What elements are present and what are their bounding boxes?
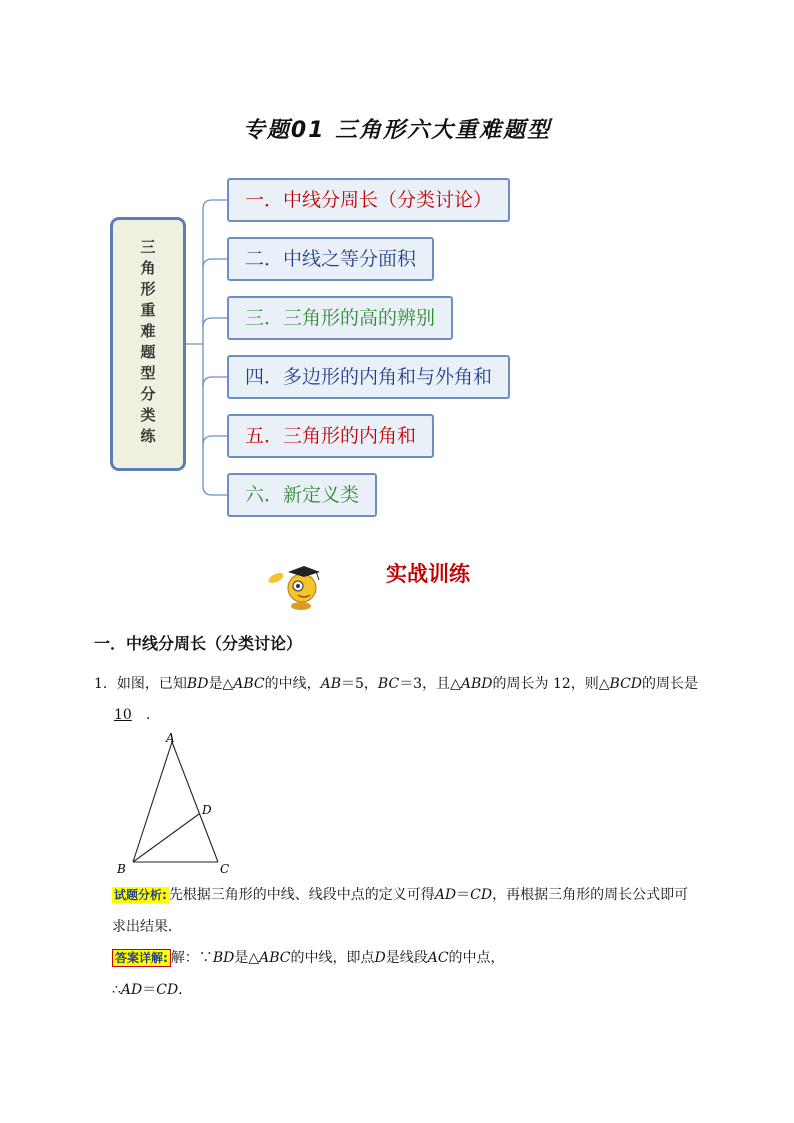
answer-line	[112, 705, 160, 725]
solution-end: ．	[178, 982, 193, 998]
solution-text: 是线段	[385, 950, 428, 966]
page-title: 专题01 三角形六大重难题型	[242, 118, 552, 143]
math-triangle: BCD	[609, 676, 643, 692]
section-heading: 实战训练	[386, 562, 470, 586]
section-1-heading: 一．中线分周长（分类讨论）	[94, 634, 303, 653]
math-equals: ＝	[456, 887, 471, 903]
mind-map-root	[110, 217, 186, 471]
analysis-text: ，再根据三角形的周长公式即可	[492, 887, 689, 903]
branch-2: 二．中线之等分面积	[227, 237, 434, 281]
solution-text: 解：∵	[170, 950, 213, 966]
math-segment: AB	[320, 676, 341, 692]
math-equals: ＝	[142, 982, 157, 998]
question-number: 1．	[94, 676, 117, 692]
math-triangle: ABD	[460, 676, 493, 692]
analysis-tag: 试题分析:	[114, 888, 167, 902]
math-point: D	[374, 950, 386, 966]
mascot-icon	[264, 558, 334, 613]
math-triangle: ABC	[259, 950, 291, 966]
analysis-line-1	[112, 885, 688, 905]
math-segment: AD	[434, 887, 457, 903]
solution-text: 是△	[234, 950, 260, 966]
question-text: 如图，已知	[116, 676, 187, 692]
math-segment: CD	[470, 887, 493, 903]
edge-ab	[133, 742, 172, 862]
label-b: B	[117, 862, 126, 876]
label-d: D	[202, 803, 212, 817]
answer-end: ．	[146, 707, 160, 723]
question-text: 的周长为 12，则△	[492, 676, 610, 692]
branch-5: 五．三角形的内角和	[227, 414, 434, 458]
math-triangle: ABC	[233, 676, 265, 692]
mind-map-root-label: 三角形重难题型分类练	[138, 239, 157, 449]
edge-ac	[172, 742, 218, 862]
solution-text: 的中线，即点	[290, 950, 375, 966]
math-segment: BD	[186, 676, 209, 692]
solution-line-2	[112, 980, 192, 1000]
branch-6: 六．新定义类	[227, 473, 377, 517]
solution-tag: 答案详解:	[112, 949, 171, 967]
mind-map	[0, 0, 794, 540]
question-text: ＝5，	[341, 676, 378, 692]
question-text: ＝3，且△	[399, 676, 461, 692]
label-c: C	[220, 862, 230, 876]
math-segment: BC	[377, 676, 400, 692]
analysis-text: 先根据三角形的中线、线段中点的定义可得	[168, 887, 435, 903]
branch-1: 一．中线分周长（分类讨论）	[227, 178, 510, 222]
question-text: 的周长是	[642, 676, 699, 692]
branch-3: 三．三角形的高的辨别	[227, 296, 453, 340]
question-text: 的中线，	[264, 676, 321, 692]
triangle-figure	[108, 728, 248, 878]
median-bd	[133, 814, 199, 862]
math-segment: AC	[427, 950, 449, 966]
solution-text: 的中点，	[448, 950, 505, 966]
analysis-line-2: 求出结果．	[112, 919, 182, 935]
math-segment: BD	[212, 950, 235, 966]
question-1	[94, 674, 698, 694]
therefore-symbol: ∴	[112, 982, 121, 998]
math-segment: AD	[120, 982, 143, 998]
label-a: A	[166, 731, 175, 745]
answer-blank: 10	[114, 707, 132, 723]
question-text: 是△	[208, 676, 234, 692]
solution-line-1	[112, 948, 505, 968]
branch-4: 四．多边形的内角和与外角和	[227, 355, 510, 399]
math-segment: CD	[156, 982, 179, 998]
